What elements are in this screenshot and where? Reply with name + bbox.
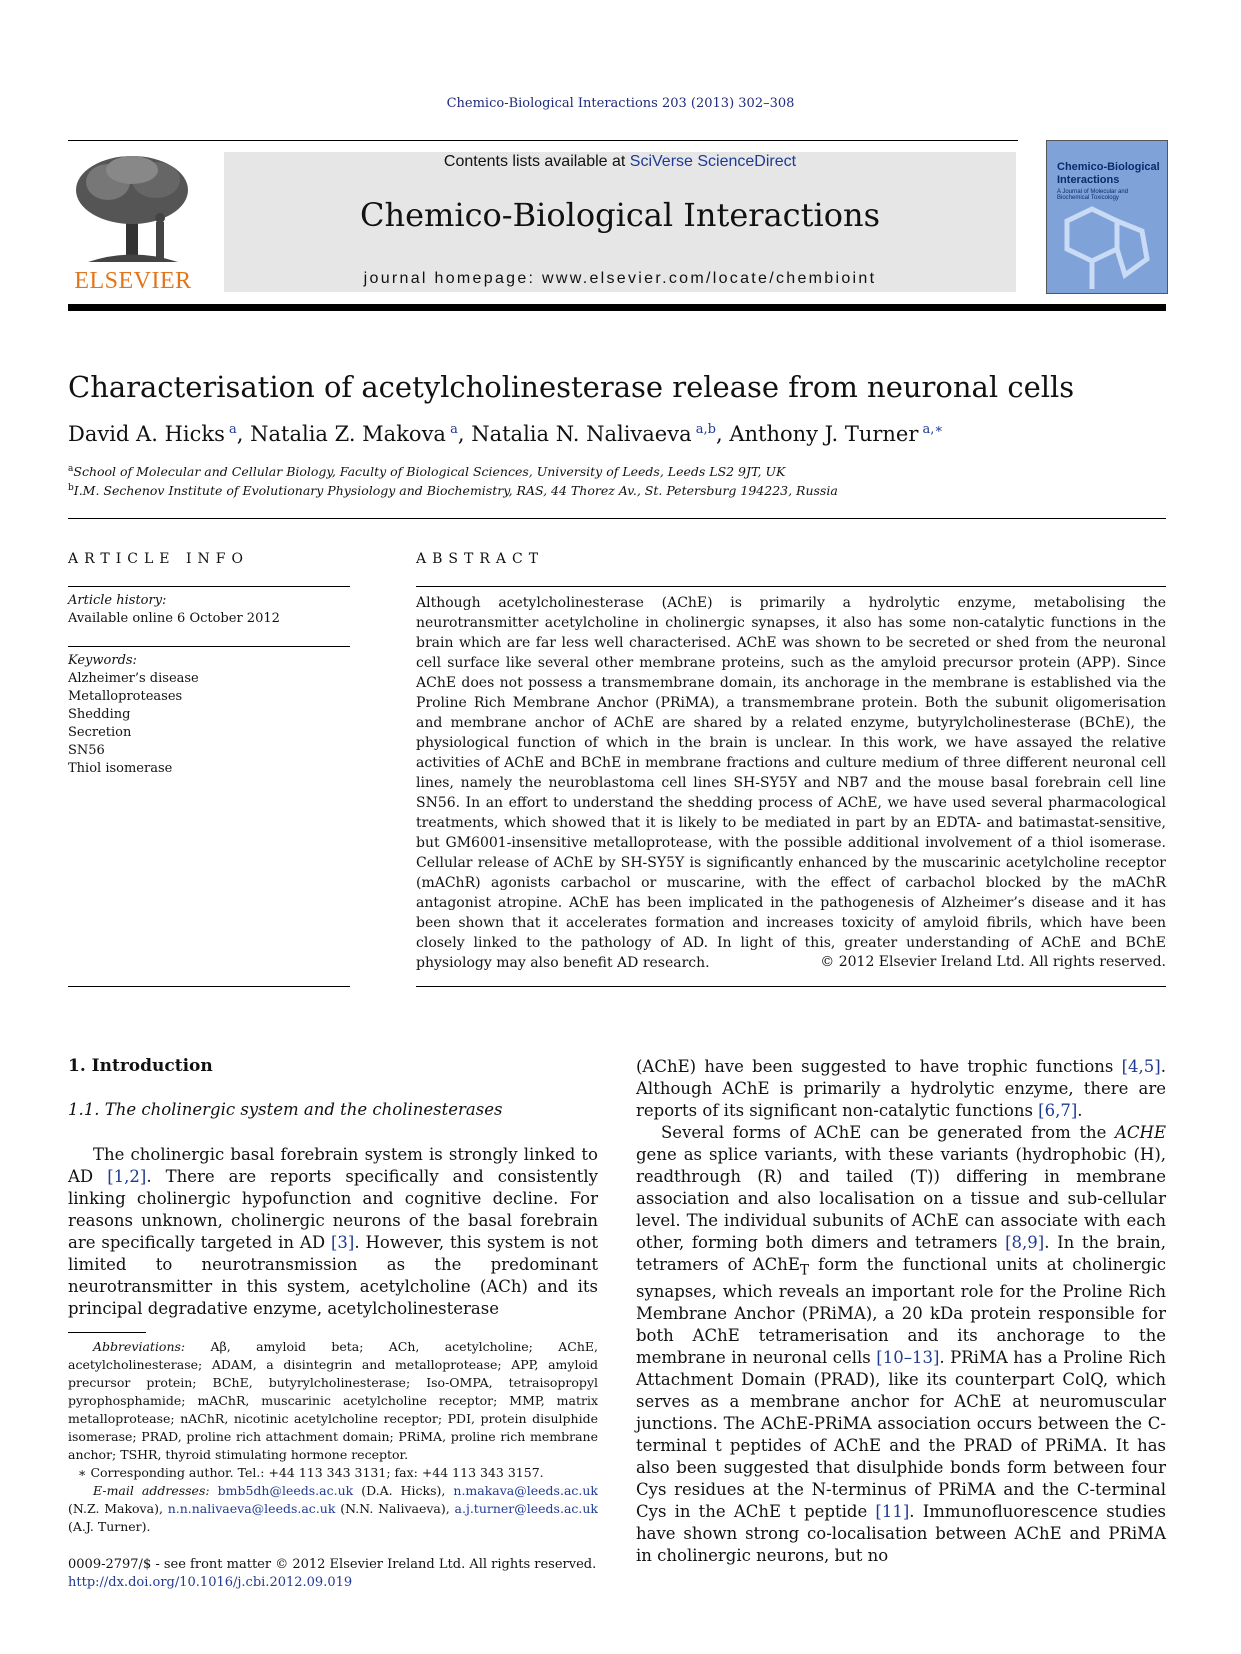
author-affiliation-marker[interactable]: a,∗ xyxy=(918,422,944,437)
author-name: Natalia Z. Makova xyxy=(250,422,446,446)
article-info-heading: ARTICLE INFO xyxy=(68,551,249,567)
author-affiliation-marker[interactable]: a,b xyxy=(691,422,716,437)
affiliation-text: School of Molecular and Cellular Biology, Faculty of Biological Sciences, University of Leeds, Leeds LS2 9JT, UK xyxy=(73,464,786,480)
text-run: . Immunofluorescence studies have shown strong co-localisation between AChE and PRiMA in cholinergic neurons, but no xyxy=(636,1502,1166,1566)
journal-homepage[interactable]: journal homepage: www.elsevier.com/locate/chembioint xyxy=(363,270,877,287)
paragraph xyxy=(636,1122,1166,1567)
abstract-heading: ABSTRACT xyxy=(416,551,545,567)
text-run: (AChE) have been suggested to have trophic functions xyxy=(636,1057,1122,1076)
corresponding-author-footnote: ∗ Corresponding author. Tel.: +44 113 343 3131; fax: +44 113 343 3157. xyxy=(78,1465,544,1480)
email-footnote xyxy=(68,1482,598,1536)
citation-link[interactable]: [10–13] xyxy=(876,1348,940,1368)
section-heading: 1. Introduction xyxy=(68,1056,213,1076)
text-run: Several forms of AChE can be generated from the xyxy=(661,1123,1116,1142)
keywords-label: Keywords: xyxy=(68,653,137,668)
cover-title: Chemico-Biological Interactions xyxy=(1057,161,1160,186)
text-run: The cholinergic basal forebrain system is strongly linked to AD xyxy=(68,1145,598,1186)
citation-link[interactable]: [11] xyxy=(875,1502,910,1522)
email-link[interactable]: n.makava@leeds.ac.uk xyxy=(453,1483,598,1498)
info-rule xyxy=(68,646,350,647)
citation-link[interactable]: [6,7] xyxy=(1038,1101,1078,1120)
keyword-list xyxy=(68,670,199,778)
affiliation-b xyxy=(68,483,838,498)
body-column-right xyxy=(636,1056,1166,1567)
history-value: Available online 6 October 2012 xyxy=(68,611,280,626)
abstract-copyright: © 2012 Elsevier Ireland Ltd. All rights reserved. xyxy=(820,954,1166,970)
italic-text: ACHE xyxy=(1115,1123,1166,1142)
email-label: E-mail addresses: xyxy=(93,1483,210,1498)
keyword: Secretion xyxy=(68,725,132,740)
affiliation-marker: b xyxy=(68,483,74,493)
footnote-rule xyxy=(68,1332,146,1333)
keyword: Thiol isomerase xyxy=(68,761,173,776)
keyword: Alzheimer’s disease xyxy=(68,671,199,686)
email-owner: (N.Z. Makova), xyxy=(68,1501,168,1516)
cover-subtitle: A Journal of Molecular and Biochemical Toxicology xyxy=(1057,189,1129,201)
history-label: Article history: xyxy=(68,593,167,608)
abstract-text: Although acetylcholinesterase (AChE) is primarily a hydrolytic enzyme, metabolising the neurotransmitter acetylcholine in cholinergic synapses, it also has some non-catalytic functions in the brain which are far less well characterised. AChE was shown to be secreted or shed from the neuronal cell surface like several other membrane proteins, such as the amyloid precursor protein (APP). Since AChE does not possess a transmembrane domain, its anchorage in the membrane is established via the Proline Rich Membrane Anchor (PRiMA), a transmembrane protein. Both the subunit oligomerisation and membrane anchor of AChE are shared by a related enzyme, butyrylcholinesterase (BChE), the physiological function of which in the brain is unclear. In this work, we have assayed the relative activities of AChE and BChE in membrane fractions and culture medium of three different neuronal cell lines, namely the neuroblastoma cell lines SH-SY5Y and NB7 and the mouse basal forebrain cell line SN56. In an effort to understand the shedding process of AChE, we have used several pharmacological treatments, which showed that it is likely to be mediated in part by an EDTA- and batimastat-sensitive, but GM6001-insensitive metalloprotease, with the possible additional involvement of a thiol isomerase. Cellular release of AChE by SH-SY5Y is significantly enhanced by the muscarinic acetylcholine receptor (mAChR) agonists carbachol or muscarine, with the effect of carbachol blocked by the mAChR antagonist atropine. AChE has been implicated in the pathogenesis of Alzheimer’s disease and it has been shown that it accelerates formation and increases toxicity of amyloid fibrils, which have been closely linked to the pathology of AD. In light of this, greater understanding of AChE and BChE physiology may also benefit AD research. xyxy=(416,595,1166,971)
abbreviations-text: Aβ, amyloid beta; ACh, acetylcholine; AChE, acetylcholinesterase; ADAM, a disintegrin and metalloprotease; APP, amyloid precursor protein; BChE, butyrylcholinesterase; Iso-OMPA, tetraisopropyl pyrophosphamide; mAChR, muscarinic acetylcholine receptor; MMP, matrix metalloprotease; nAChR, nicotinic acetylcholine receptor; PDI, protein disulphide isomerase; PRAD, proline rich attachment domain; PRiMA, proline rich membrane anchor; TSHR, thyroid stimulating hormone receptor. xyxy=(68,1339,598,1462)
abbreviations-label: Abbreviations: xyxy=(93,1339,186,1354)
text-run: . In the brain, tetramers of AChE xyxy=(636,1233,1166,1274)
email-owner: (A.J. Turner). xyxy=(68,1519,151,1534)
keyword: Shedding xyxy=(68,707,131,722)
doi-link[interactable]: http://dx.doi.org/10.1016/j.cbi.2012.09.019 xyxy=(68,1575,353,1590)
contents-prefix: Contents lists available at xyxy=(443,153,630,170)
text-run: . However, this system is not limited to neurotransmission as the predominant neurotransmitter in this system, acetylcholine (ACh) and its principal degradative enzyme, acetylcholinesterase xyxy=(68,1233,598,1318)
author-affiliation-marker[interactable]: a xyxy=(224,422,237,437)
journal-cover-thumbnail xyxy=(1046,140,1168,294)
keyword: Metalloproteases xyxy=(68,689,183,704)
affiliation-text: I.M. Sechenov Institute of Evolutionary Physiology and Biochemistry, RAS, 44 Thorez Av., St. Petersburg 194223, Russia xyxy=(73,483,838,499)
email-owner: (D.A. Hicks), xyxy=(353,1483,454,1498)
email-link[interactable]: a.j.turner@leeds.ac.uk xyxy=(454,1501,598,1516)
abbreviations-footnote xyxy=(68,1338,598,1464)
text-run: . Although AChE is primarily a hydrolytic enzyme, there are reports of its significant non-catalytic functions xyxy=(636,1057,1166,1120)
citation-link[interactable]: [8,9] xyxy=(1005,1233,1045,1252)
paragraph xyxy=(636,1056,1166,1122)
info-rule xyxy=(68,586,350,587)
front-matter-note xyxy=(68,1556,596,1592)
author-list: David A. Hicks $^a$, Natalia Z. Makova $^a$, Natalia N. Nalivaeva $^{a,b}$, Anthony J. Turner $^{a,∗}$ xyxy=(68,422,944,446)
article-title: Characterisation of acetylcholinesterase release from neuronal cells xyxy=(68,370,1075,404)
email-link[interactable]: n.n.nalivaeva@leeds.ac.uk xyxy=(167,1501,336,1516)
text-run: . There are reports specifically and consistently linking cholinergic hypofunction and cognitive decline. For reasons unknown, cholinergic neurons of the basal forebrain are specifically targeted in AD xyxy=(68,1167,599,1252)
author-name: Anthony J. Turner xyxy=(729,422,919,446)
molecule-icon xyxy=(1047,201,1167,293)
sciencedirect-link[interactable]: SciVerse ScienceDirect xyxy=(629,153,797,170)
keyword: SN56 xyxy=(68,743,105,758)
journal-title: Chemico-Biological Interactions xyxy=(360,196,880,234)
journal-citation[interactable]: Chemico-Biological Interactions 203 (2013) 302–308 xyxy=(446,96,795,111)
citation-link[interactable]: [4,5] xyxy=(1121,1057,1161,1076)
abstract-rule xyxy=(416,586,1166,587)
contents-line xyxy=(224,153,1016,171)
affiliation-a xyxy=(68,464,785,479)
email-link[interactable]: bmb5dh@leeds.ac.uk xyxy=(217,1483,354,1498)
citation-link[interactable]: [1,2] xyxy=(107,1167,147,1186)
header-thick-rule xyxy=(68,304,1166,311)
email-owner: (N.N. Nalivaeva), xyxy=(335,1501,455,1516)
subscript: T xyxy=(799,1262,810,1279)
author-name: David A. Hicks xyxy=(68,422,225,446)
subsection-heading: 1.1. The cholinergic system and the cholinesterases xyxy=(68,1100,503,1119)
paragraph xyxy=(68,1144,598,1320)
body-column-left xyxy=(68,1144,598,1320)
header-rule xyxy=(68,140,1018,141)
footnotes xyxy=(68,1338,598,1536)
section-rule xyxy=(68,518,1166,519)
citation-link[interactable]: [3] xyxy=(330,1233,355,1252)
text-run: gene as splice variants, with these variants (hydrophobic (H), readthrough (R) and tailed (T)) differing in membrane association and also localisation on a tissue and sub-cellular level. The individual subunits of AChE can associate with each other, forming both dimers and tetramers xyxy=(636,1145,1166,1252)
text-run: . xyxy=(1077,1101,1083,1120)
author-affiliation-marker[interactable]: a xyxy=(445,422,458,437)
author-name: Natalia N. Nalivaeva xyxy=(471,422,692,446)
front-matter-text: 0009-2797/$ - see front matter © 2012 Elsevier Ireland Ltd. All rights reserved. xyxy=(68,1557,597,1572)
affiliation-marker: a xyxy=(68,464,74,474)
text-run: form the functional units at cholinergic synapses, which reveals an important role for the Proline Rich Membrane Anchor (PRiMA), a 20 kDa protein responsible for both AChE tetramerisation and its anchorage to the membrane in neuronal cells xyxy=(636,1255,1166,1368)
text-run: . PRiMA has a Proline Rich Attachment Domain (PRAD), like its counterpart ColQ, which serves as a membrane anchor for AChE at neuromuscular junctions. The AChE-PRiMA association occurs between the C-terminal t peptides of AChE and the PRAD of PRiMA. It has also been suggested that disulphide bonds form between four Cys residues at the N-terminus of PRiMA and the C-terminal Cys in the AChE t peptide xyxy=(636,1348,1166,1522)
info-rule xyxy=(68,986,350,987)
abstract-rule xyxy=(416,986,1166,987)
publisher-wordmark: ELSEVIER xyxy=(74,268,192,294)
